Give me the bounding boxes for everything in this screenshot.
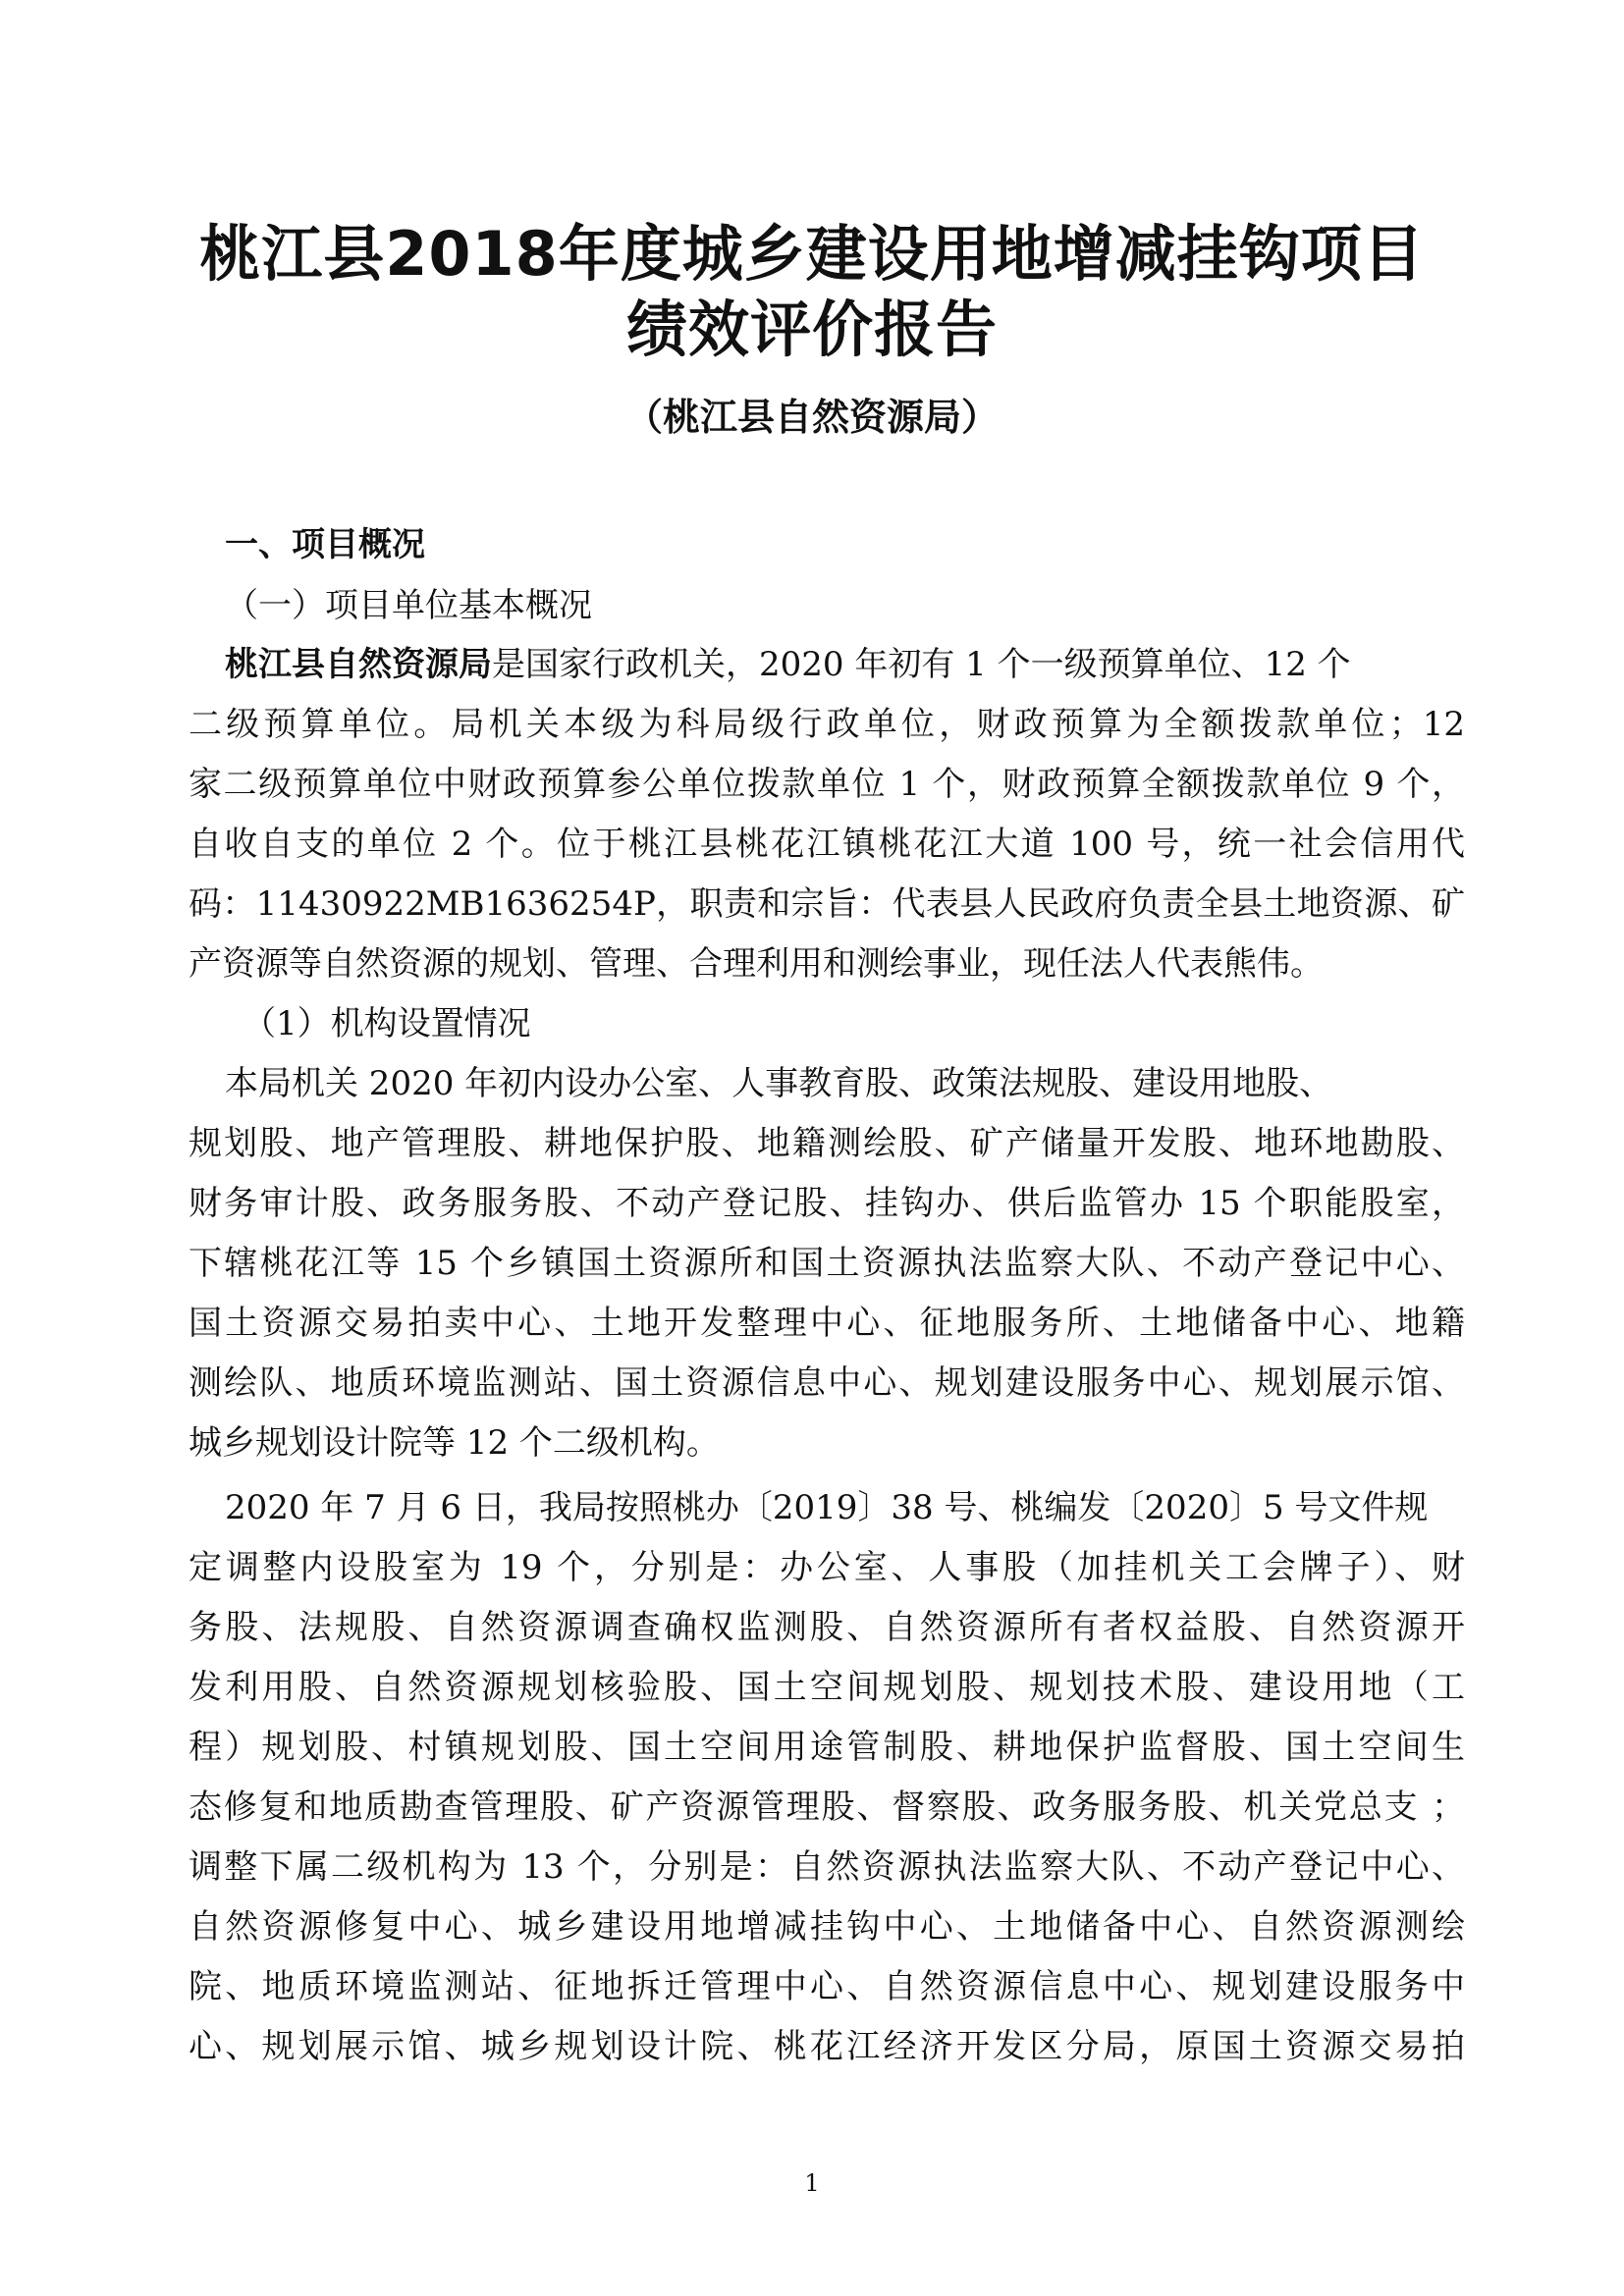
section-heading-1-1-1: （1）机构设置情况	[243, 1004, 531, 1043]
section-heading-1: 一、项目概况	[225, 525, 425, 564]
organization-name: 桃江县自然资源局	[225, 645, 492, 684]
paragraph-line: 产资源等自然资源的规划、管理、合理利用和测绘事业，现任法人代表熊伟。	[189, 944, 1324, 984]
paragraph-line: 测绘队、地质环境监测站、国土资源信息中心、规划建设服务中心、规划展示馆、	[189, 1363, 1465, 1403]
paragraph-line	[225, 645, 1351, 684]
paragraph-line: 规划股、地产管理股、耕地保护股、地籍测绘股、矿产储量开发股、地环地勘股、	[189, 1124, 1465, 1163]
paragraph-line: 二级预算单位。局机关本级为科局级行政单位，财政预算为全额拨款单位；12	[189, 705, 1465, 744]
paragraph-line: 2020 年 7 月 6 日，我局按照桃办〔2019〕38 号、桃编发〔2020〕5 号文件规	[225, 1488, 1429, 1527]
paragraph-line: 国土资源交易拍卖中心、土地开发整理中心、征地服务所、土地储备中心、地籍	[189, 1304, 1465, 1343]
paragraph-line: 家二级预算单位中财政预算参公单位拨款单位 1 个，财政预算全额拨款单位 9 个，	[189, 765, 1465, 804]
paragraph-line: 心、规划展示馆、城乡规划设计院、桃花江经济开发区分局，原国土资源交易拍	[189, 2027, 1465, 2066]
document-title-line-2: 绩效评价报告	[625, 294, 998, 365]
paragraph-line: 务股、法规股、自然资源调查确权监测股、自然资源所有者权益股、自然资源开	[189, 1608, 1465, 1647]
paragraph-line: 程）规划股、村镇规划股、国土空间用途管制股、耕地保护监督股、国土空间生	[189, 1728, 1465, 1767]
paragraph-line: 定调整内设股室为 19 个，分别是：办公室、人事股（加挂机关工会牌子）、财	[189, 1548, 1465, 1587]
paragraph-line: 自收自支的单位 2 个。位于桃江县桃花江镇桃花江大道 100 号，统一社会信用代	[189, 825, 1465, 864]
paragraph-line: 码：11430922MB1636254P，职责和宗旨：代表县人民政府负责全县土地资源、矿	[189, 884, 1465, 924]
paragraph-line: 本局机关 2020 年初内设办公室、人事教育股、政策法规股、建设用地股、	[225, 1064, 1333, 1103]
paragraph-text: 是国家行政机关，2020 年初有 1 个一级预算单位、12 个	[492, 645, 1351, 684]
paragraph-line: 发利用股、自然资源规划核验股、国土空间规划股、规划技术股、建设用地（工	[189, 1668, 1465, 1707]
paragraph-line: 自然资源修复中心、城乡建设用地增减挂钩中心、土地储备中心、自然资源测绘	[189, 1907, 1465, 1947]
document-title-line-1: 桃江县2018年度城乡建设用地增减挂钩项目	[199, 218, 1425, 290]
paragraph-line: 态修复和地质勘查管理股、矿产资源管理股、督察股、政务服务股、机关党总支 ；	[189, 1788, 1465, 1827]
paragraph-line: 财务审计股、政务服务股、不动产登记股、挂钩办、供后监管办 15 个职能股室，	[189, 1184, 1465, 1223]
paragraph-line: 下辖桃花江等 15 个乡镇国土资源所和国土资源执法监察大队、不动产登记中心、	[189, 1244, 1465, 1283]
paragraph-line: 城乡规划设计院等 12 个二级机构。	[189, 1423, 720, 1463]
document-subtitle: （桃江县自然资源局）	[624, 396, 999, 439]
section-heading-1-1: （一）项目单位基本概况	[225, 586, 592, 625]
paragraph-line: 调整下属二级机构为 13 个，分别是：自然资源执法监察大队、不动产登记中心、	[189, 1847, 1465, 1887]
paragraph-line: 院、地质环境监测站、征地拆迁管理中心、自然资源信息中心、规划建设服务中	[189, 1967, 1465, 2006]
page-number: 1	[804, 2169, 820, 2197]
